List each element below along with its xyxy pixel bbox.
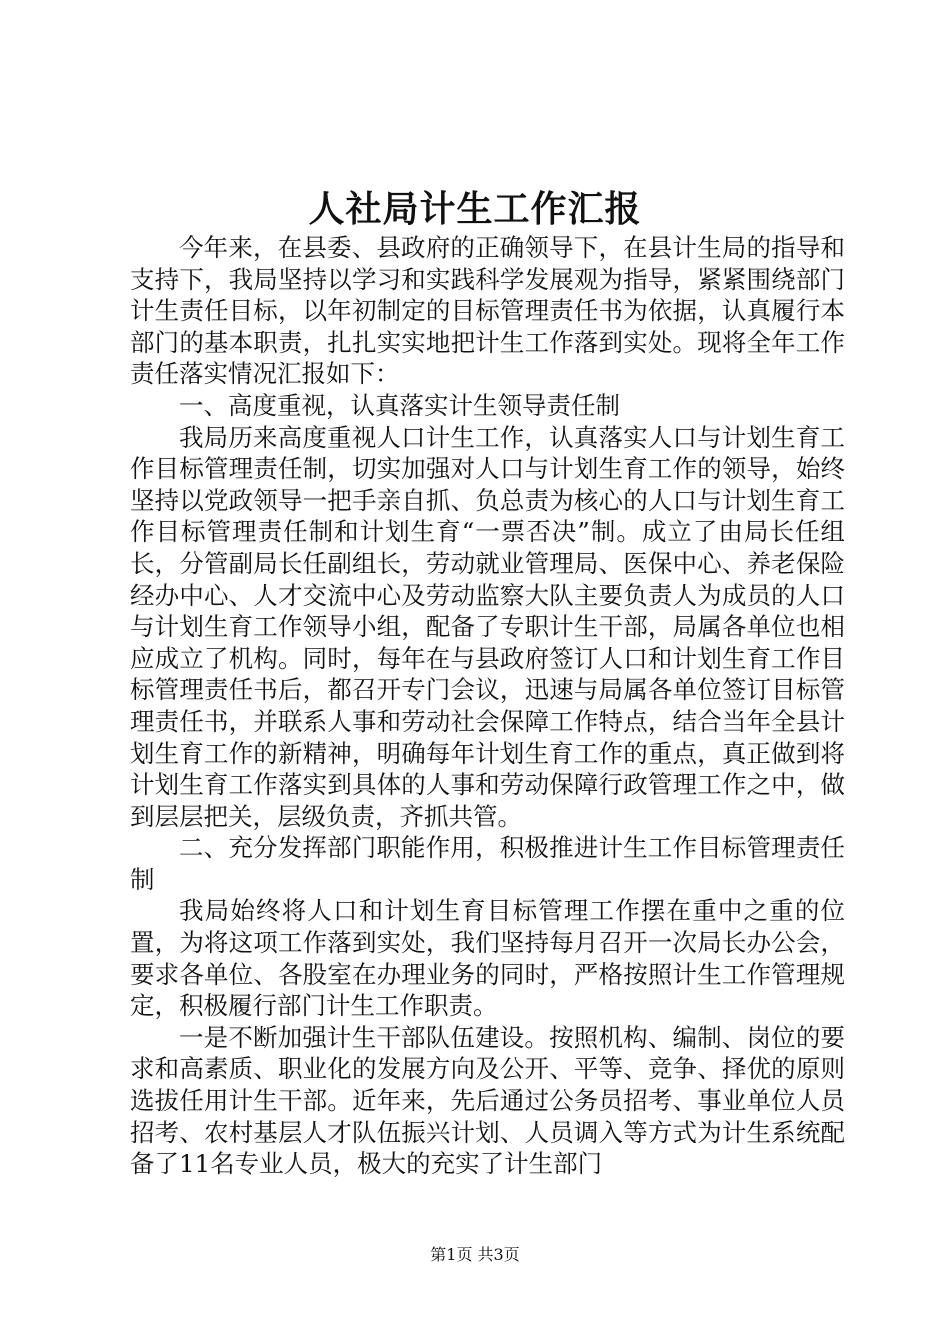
document-body (130, 232, 845, 1180)
section-heading-1: 一、高度重视，认真落实计生领导责任制 (179, 390, 620, 420)
document-title: 人社局计生工作汇报 (308, 188, 642, 230)
page-number: 第1页 共3页 (430, 1245, 520, 1264)
paragraph-point-1: 一是不断加强计生干部队伍建设。按照机构、编制、岗位的要求和高素质、职业化的发展方向及公开、平等、竞争、择优的原则选拔任用计生干部。近年来，先后通过公务员招考、事业单位人员招考、农村基层人才队伍振兴计划、人员调入等方式为计生系统配备了11名专业人员，极大的充实了计生部门 (130, 1022, 845, 1179)
paragraph-intro: 今年来，在县委、县政府的正确领导下，在县计生局的指导和支持下，我局坚持以学习和实践科学发展观为指导，紧紧围绕部门计生责任目标，以年初制定的目标管理责任书为依据，认真履行本部门的基本职责，扎扎实实地把计生工作落到实处。现将全年工作责任落实情况汇报如下： (130, 233, 845, 389)
section-heading-2: 二、充分发挥部门职能作用，积极推进计生工作目标管理责任制 (130, 833, 845, 894)
paragraph-section-2: 我局始终将人口和计划生育目标管理工作摆在重中之重的位置，为将这项工作落到实处，我们坚持每月召开一次局长办公会，要求各单位、各股室在办理业务的同时，严格按照计生工作管理规定，积极履行部门计生工作职责。 (130, 896, 845, 1021)
paragraph-section-1: 我局历来高度重视人口计生工作，认真落实人口与计划生育工作目标管理责任制，切实加强对人口与计划生育工作的领导，始终坚持以党政领导一把手亲自抓、负总责为核心的人口与计划生育工作目标管理责任制和计划生育“一票否决”制。成立了由局长任组长，分管副局长任副组长，劳动就业管理局、医保中心、养老保险经办中心、人才交流中心及劳动监察大队主要负责人为成员的人口与计划生育工作领导小组，配备了专职计生干部，局属各单位也相应成立了机构。同时，每年在与县政府签订人口和计划生育工作目标管理责任书后，都召开专门会议，迅速与局属各单位签订目标管理责任书，并联系人事和劳动社会保障工作特点，结合当年全县计划生育工作的新精神，明确每年计划生育工作的重点，真正做到将计划生育工作落实到具体的人事和劳动保障行政管理工作之中，做到层层把关，层级负责，齐抓共管。 (130, 422, 845, 831)
